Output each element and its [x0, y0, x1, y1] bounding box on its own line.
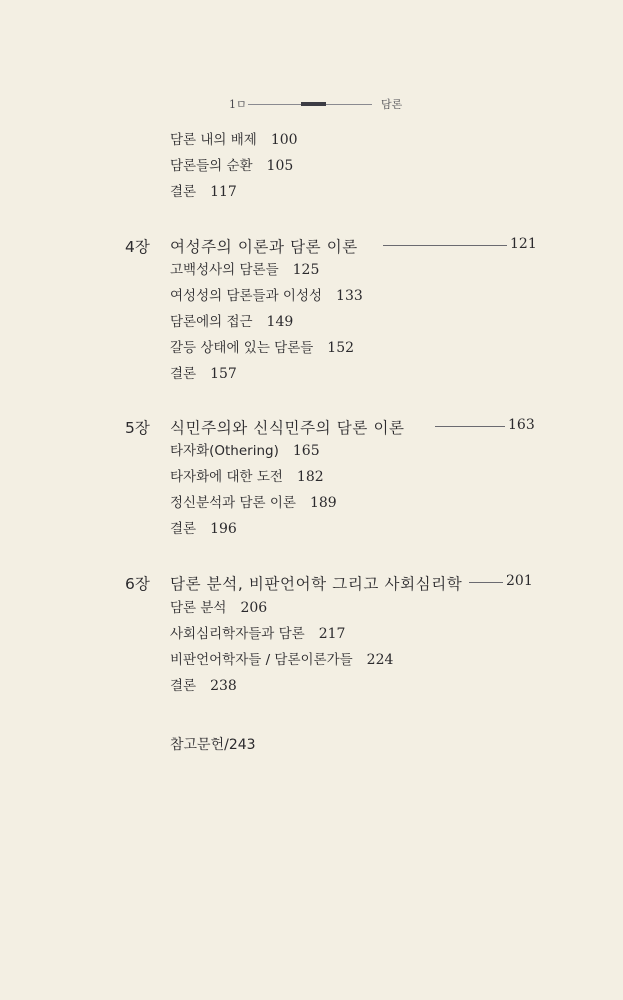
running-header — [0, 96, 623, 112]
toc-entry-title: 담론 내의 배제 — [170, 132, 257, 148]
toc-entry-page: 165 — [292, 443, 320, 459]
toc-entry-page: 217 — [318, 626, 346, 642]
toc-entry-title: 여성성의 담론들과 이성성 — [170, 288, 323, 304]
chapter-number: 4장 — [125, 238, 150, 256]
toc-entry-page: 149 — [266, 314, 294, 330]
toc-entry — [170, 366, 237, 382]
chapter-heading-4 — [125, 235, 535, 255]
toc-entry — [170, 184, 237, 200]
chapter-leader-rule — [469, 582, 503, 583]
toc-entry — [170, 678, 237, 694]
toc-entry-title: 결론 — [170, 678, 197, 694]
toc-entry-page: 133 — [336, 288, 363, 304]
toc-entry-page: 152 — [327, 340, 355, 356]
toc-entry — [170, 158, 293, 174]
toc-entry-page: 100 — [270, 132, 298, 148]
toc-entry-title: 담론에의 접근 — [170, 314, 253, 330]
toc-entry-page: 125 — [292, 262, 320, 278]
toc-entry-title: 담론 분석 — [170, 600, 227, 616]
toc-entry-title: 비판언어학자들 / 담론이론가들 — [170, 652, 353, 668]
chapter-number: 5장 — [125, 419, 150, 437]
toc-entry-title: 사회심리학자들과 담론 — [170, 626, 305, 642]
header-page-number: 1ㅁ — [229, 98, 247, 111]
references-entry: 참고문헌/243 — [170, 737, 256, 753]
toc-entry — [170, 288, 363, 304]
toc-entry — [170, 495, 337, 511]
toc-entry-title: 결론 — [170, 366, 197, 382]
toc-entry-title: 타자화(Othering) — [170, 443, 279, 459]
toc-entry-page: 182 — [296, 469, 324, 485]
toc-entry-page: 117 — [210, 184, 237, 200]
chapter-heading-6 — [125, 572, 535, 592]
toc-entry-title: 담론들의 순환 — [170, 158, 253, 174]
toc-entry — [170, 626, 345, 642]
chapter-title: 여성주의 이론과 담론 이론 — [170, 238, 358, 256]
toc-entry-title: 정신분석과 담론 이론 — [170, 495, 296, 511]
toc-entry-page: 206 — [240, 600, 268, 616]
chapter-leader-rule — [383, 245, 507, 246]
chapter-title: 식민주의와 신식민주의 담론 이론 — [170, 419, 405, 437]
toc-entry — [170, 262, 319, 278]
toc-entry — [170, 340, 354, 356]
chapter-title: 담론 분석, 비판언어학 그리고 사회심리학 — [170, 575, 463, 593]
toc-entry-page: 196 — [210, 521, 237, 537]
toc-entry — [170, 132, 298, 148]
toc-entry-page: 224 — [366, 652, 394, 668]
toc-entry-page: 157 — [210, 366, 237, 382]
chapter-page: 201 — [506, 573, 533, 589]
chapter-page: 163 — [508, 417, 535, 433]
header-running-title: 담론 — [381, 98, 403, 111]
header-rule-accent — [301, 102, 326, 106]
chapter-page: 121 — [510, 236, 537, 252]
toc-entry-title: 결론 — [170, 521, 197, 537]
chapter-number: 6장 — [125, 575, 150, 593]
toc-entry — [170, 443, 320, 459]
toc-entry-title: 타자화에 대한 도전 — [170, 469, 283, 485]
toc-entry-title: 고백성사의 담론들 — [170, 262, 279, 278]
toc-entry — [170, 652, 393, 668]
toc-entry-title: 결론 — [170, 184, 197, 200]
toc-entry-title: 갈등 상태에 있는 담론들 — [170, 340, 314, 356]
toc-entry — [170, 600, 267, 616]
toc-entry-page: 189 — [309, 495, 337, 511]
chapter-heading-5 — [125, 416, 535, 436]
toc-entry — [170, 469, 324, 485]
chapter-leader-rule — [435, 426, 505, 427]
toc-entry-page: 238 — [210, 678, 237, 694]
toc-entry — [170, 314, 293, 330]
toc-entry — [170, 521, 237, 537]
toc-entry-page: 105 — [266, 158, 294, 174]
